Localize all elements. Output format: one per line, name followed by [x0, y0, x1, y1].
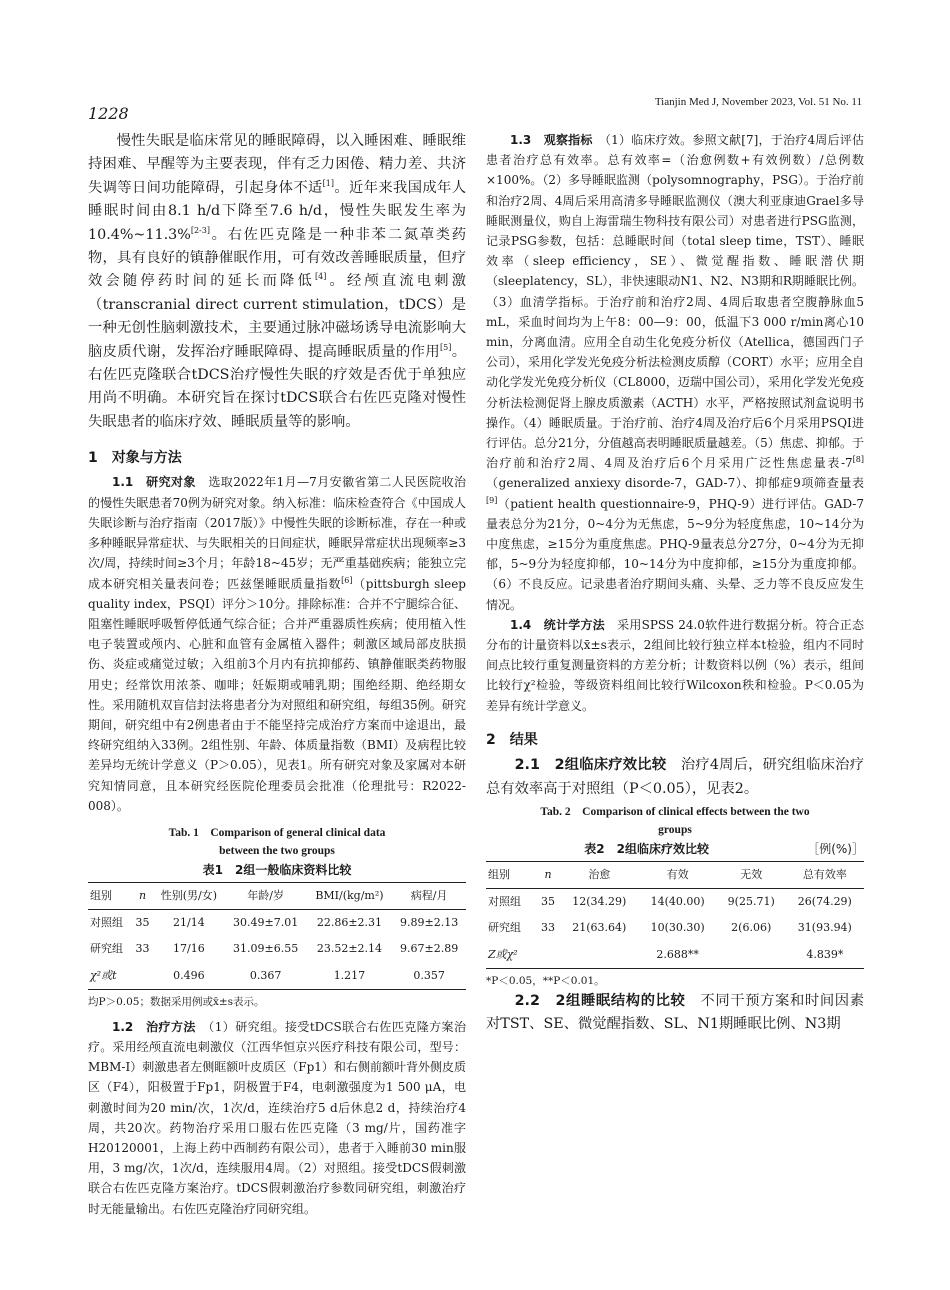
table-cell: 研究组 — [488, 921, 521, 935]
table-row — [88, 936, 466, 962]
table-cell: 9.67±2.89 — [400, 942, 459, 956]
table-cell: 研究组 — [90, 942, 123, 956]
table-2-caption-en: Tab. 2 Comparison of clinical effects between the two groups — [540, 805, 810, 836]
table-header-cell: n — [138, 888, 147, 902]
table-cell: 31.09±6.55 — [233, 942, 299, 956]
subjects-paragraph: 1.1 研究对象 选取2022年1月—7月安徽省第二人民医院收治的慢性失眠患者70例为研究对象。纳入标准：临床检查符合《中国成人失眠诊断与治疗指南（2017版）》中慢性失眠的诊断标准，存在一种或多种睡眠异常症状、与失眠相关的日间症状，睡眠异常症状出现频率≥3次/周，持续时间≥3个月；年龄18~45岁；无严重基础疾病；能独立完成本研究相关量表问卷；匹兹堡睡眠质量指数[6]（pittsburgh sleep quality index，PSQI）评分＞10分。排除标准：合并不宁腿综合征、阻塞性睡眠呼吸暂停低通气综合征；合并严重器质性疾病；使用植入性电子装置或颅内、心脏和血管有金属植入器件；刺激区域局部皮肤损伤、炎症或痛觉过敏；入组前3个月内有抗抑郁药、镇静催眠类药物服用史；经常饮用浓茶、咖啡；妊娠期或哺乳期；围绝经期、绝经期女性。采用随机双盲信封法将患者分为对照组和研究组，每组35例。研究期间，研究组中有2例患者由于不能坚持完成治疗方案而中途退出，最终研究组纳入33例。2组性别、年龄、体质量指数（BMI）及病程比较差异均无统计学意义（P＞0.05），见表1。所有研究对象及家属对本研究知情同意，且本研究经医院伦理委员会批准（伦理批号：R2022-008）。 — [88, 475, 467, 813]
citation: [5] — [440, 342, 452, 352]
table-header-cell: n — [544, 867, 552, 881]
table-cell: 17/16 — [173, 942, 205, 956]
table-cell: 30.49±7.01 — [233, 916, 299, 930]
table-row — [486, 942, 864, 969]
page-number: 1228 — [88, 104, 129, 123]
table-row — [486, 915, 864, 941]
table-header-cell: 年龄/岁 — [247, 888, 284, 902]
right-column — [486, 130, 864, 1037]
citation: [2-3] — [190, 225, 210, 235]
journal-header: Tianjin Med J, November 2023, Vol. 51 No. 11 — [654, 96, 862, 108]
section-title-methods: 1 对象与方法 — [88, 450, 182, 467]
table-cell: 33 — [541, 921, 556, 935]
table-cell: 9.89±2.13 — [400, 916, 459, 930]
table-cell: 对照组 — [488, 895, 521, 909]
table-cell: 10(30.30) — [650, 921, 705, 935]
indicators-paragraph: 1.3 观察指标 （1）临床疗效。参照文献[7]，于治疗4周后评估患者治疗总有效率。总有效率=（治愈例数+有效例数）/总例数×100%。（2）多导睡眠监测（polysomnography，PSG）。于治疗前和治疗2周、4周后采用高清多导睡眠监测仪（澳大利亚康迪Grael多导睡眠测量仪，购自上海雷瑞生物科技有限公司）对患者进行PSG监测，记录PSG参数，包括：总睡眠时间（total sleep time，TST）、睡眠效率（sleep efficiency，SE）、微觉醒指数、睡眠潜伏期（sleeplatency，SL），非快速眼动N1、N2、N3期和R期睡眠比例。（3）血清学指标。于治疗前和治疗2周、4周后取患者空腹静脉血5 mL，采血时间均为上午8：00—9：00，低温下3 000 r/min离心10 min，分离血清。应用全自动生化免疫分析仪（Atellica，德国西门子公司），采用化学发光免疫分析法检测皮质醇（CORT）水平；应用全自动化学发光免疫分析仪（CL8000，迈瑞中国公司），采用化学发光免疫分析法检测促肾上腺皮质激素（ACTH）水平，严格按照试剂盒说明书操作。（4）睡眠质量。于治疗前、治疗4周及治疗后6个月采用PSQI进行评估。总分21分，分值越高表明睡眠质量越差。（5）焦虑、抑郁。于治疗前和治疗2周、4周及治疗后6个月采用广泛性焦虑量表-7[8]（generalized anxiexy disorde-7，GAD-7）、抑郁症9项筛查量表[9]（patient health questionnaire-9，PHQ-9）进行评估。GAD-7量表总分为21分，0~4分为无焦虑，5~9分为轻度焦虑，10~14分为中度焦虑，≥15分为重度焦虑。PHQ-9量表总分27分，0~4分为无抑郁，5~9分为轻度抑郁，10~14分为中度抑郁，≥15分为重度抑郁。（6）不良反应。记录患者治疗期间头痛、头晕、乏力等不良反应发生情况。 — [486, 133, 864, 612]
left-column — [88, 130, 466, 1219]
table-row — [88, 910, 466, 937]
table-1-note: 均P＞0.05；数据采用例或x̄±s表示。 — [88, 995, 265, 1008]
table-cell: 33 — [135, 942, 150, 956]
subsection-heading: 2.1 2组临床疗效比较 — [514, 757, 667, 774]
table-cell — [560, 942, 638, 969]
subsection-heading: 1.3 观察指标 — [510, 133, 593, 147]
table-cell — [717, 942, 786, 969]
treatment-paragraph: 1.2 治疗方法 （1）研究组。接受tDCS联合右佐匹克隆方案治疗。采用经颅直流电刺激仪（江西华恒京兴医疗科技有限公司，型号：MBM-I）刺激患者左侧眶额叶皮质区（Fp1）和右侧前额叶背外侧皮质区（F4），阳极置于Fp1，阴极置于F4，电刺激强度为1 500 μA，电刺激时间为20 min/次，1次/d，连续治疗5 d后休息2 d，持续治疗4周，共20次。药物治疗采用口服右佐匹克隆（3 mg/片，国药准字H20120001，上海上药中西制药有限公司），患者于入睡前30 min服用，3 mg/次，1次/d，连续服用4周。（2）对照组。接受tDCS假刺激联合右佐匹克隆方案治疗。tDCS假刺激治疗参数同研究组，刺激治疗时无能量输出。右佐匹克隆治疗同研究组。 — [88, 1019, 466, 1216]
table-2-unit: ［例(%)］ — [807, 841, 864, 856]
table-row — [88, 963, 466, 990]
table-cell: 0.357 — [413, 968, 445, 982]
table-header-cell: 病程/月 — [410, 888, 448, 902]
table-header-cell: 组别 — [488, 867, 510, 881]
citation: [4] — [314, 272, 327, 282]
table-1-caption-cn: 表1 2组一般临床资料比较 — [202, 862, 352, 877]
table-header-row — [486, 861, 864, 888]
table-cell: 0.367 — [249, 968, 282, 982]
table-2-note: *P＜0.05，**P＜0.01。 — [486, 974, 605, 987]
table-row — [486, 889, 864, 916]
table-2-grid — [486, 861, 864, 969]
table-cell: 0.496 — [173, 968, 205, 982]
table-cell: χ²或t — [90, 968, 117, 982]
intro-paragraph: 慢性失眠是临床常见的睡眠障碍，以入睡困难、睡眠维持困难、早醒等为主要表现，伴有乏力困倦、精力差、共济失调等日间功能障碍，引起身体不适[1]。近年来我国成年人睡眠时间由8.1 h/d下降至7.6 h/d，慢性失眠发生率为10.4%~11.3%[2-3]。右佐匹克隆是一种非苯二氮䓬类药物，具有良好的镇静催眠作用，可有效改善睡眠质量，但疗效会随停药时间的延长而降低[4]。经颅直流电刺激（transcranial direct current stimulation，tDCS）是一种无创性脑刺激技术，主要通过脉冲磁场诱导电流影响大脑皮质代谢，发挥治疗睡眠障碍、提高睡眠质量的作用[5]。右佐匹克隆联合tDCS治疗慢性失眠的疗效是否优于单独应用尚不明确。本研究旨在探讨tDCS联合右佐匹克隆对慢性失眠患者的临床疗效、睡眠质量等的影响。 — [88, 133, 467, 430]
table-header-cell: 总有效率 — [802, 867, 847, 881]
table-cell: 2.688** — [656, 947, 699, 961]
table-header-cell: 有效 — [666, 867, 689, 881]
table-cell: 4.839* — [806, 947, 844, 961]
table-cell — [132, 963, 153, 990]
citation: [1] — [322, 179, 335, 189]
table-cell: Z或χ² — [488, 947, 518, 961]
table-cell: 14(40.00) — [650, 895, 705, 909]
results-2-2-paragraph: 2.2 2组睡眠结构的比较 不同干预方案和时间因素对TST、SE、微觉醒指数、SL、N1期睡眠比例、N3期 — [486, 992, 864, 1033]
subsection-heading: 2.2 2组睡眠结构的比较 — [514, 992, 686, 1009]
subsection-heading: 1.1 研究对象 — [112, 475, 196, 490]
table-2-caption-cn: 表2 2组临床疗效比较 ［例(%)］ — [486, 839, 864, 859]
table-cell: 21/14 — [173, 916, 205, 930]
table-cell: 22.86±2.31 — [316, 916, 383, 930]
table-1-grid — [88, 882, 466, 990]
table-cell: 23.52±2.14 — [316, 942, 383, 956]
section-title-results: 2 结果 — [486, 731, 538, 748]
table-cell: 26(74.29) — [797, 895, 852, 909]
citation: [9] — [486, 495, 498, 505]
table-cell: 31(93.94) — [797, 921, 852, 935]
table-header-cell: 组别 — [90, 888, 112, 902]
table-header-cell: 性别(男/女) — [160, 888, 218, 902]
subsection-heading: 1.4 统计学方法 — [510, 617, 605, 632]
table-cell: 12(34.29) — [572, 895, 627, 909]
table-header-cell: BMI/(kg/m²) — [315, 888, 384, 902]
table-cell: 对照组 — [90, 916, 123, 930]
table-cell: 35 — [541, 895, 556, 909]
table-cell: 2(6.06) — [731, 921, 772, 935]
table-cell — [536, 942, 560, 969]
table-header-cell: 无效 — [740, 867, 763, 881]
table-cell: 35 — [135, 916, 150, 930]
subsection-heading: 1.2 治疗方法 — [112, 1019, 196, 1034]
citation: [8] — [852, 455, 864, 465]
table-cell: 1.217 — [333, 968, 366, 982]
results-2-1-paragraph: 2.1 2组临床疗效比较 治疗4周后，研究组临床治疗总有效率高于对照组（P＜0.05），见表2。 — [486, 757, 864, 797]
statistics-paragraph: 1.4 统计学方法 采用SPSS 24.0软件进行数据分析。符合正态分布的计量资料以x̄±s表示，2组间比较行独立样本t检验，组内不同时间点比较行重复测量资料的方差分析；计数资料以例（%）表示，组间比较行χ²检验，等级资料组间比较行Wilcoxon秩和检验。P＜0.05为差异有统计学意义。 — [486, 617, 864, 713]
table-cell: 9(25.71) — [727, 895, 775, 909]
table-2 — [486, 803, 864, 990]
table-1-caption-en: Tab. 1 Comparison of general clinical data between the two groups — [168, 826, 386, 857]
table-header-cell: 治愈 — [588, 867, 611, 881]
table-cell: 21(63.64) — [572, 921, 627, 935]
citation: [6] — [341, 575, 353, 585]
table-header-row — [88, 882, 466, 909]
table-1 — [88, 824, 466, 1011]
